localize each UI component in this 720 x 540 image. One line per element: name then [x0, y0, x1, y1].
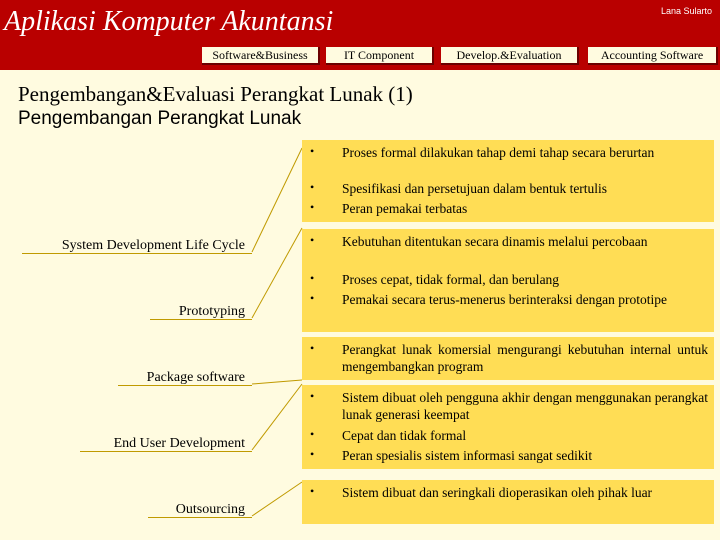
panel-prototyping	[302, 229, 714, 332]
bullet: •	[310, 291, 315, 305]
panel-item: Pemakai secara terus-menerus berinteraksi dengan prototipe	[342, 292, 667, 307]
bullet: •	[310, 341, 315, 355]
connector-line	[252, 384, 302, 450]
panel-item: Proses cepat, tidak formal, dan berulang	[342, 272, 560, 287]
bullet: •	[310, 484, 315, 498]
bullet: •	[310, 233, 315, 247]
panel-item: Cepat dan tidak formal	[342, 428, 467, 443]
panel-item: Peran pemakai terbatas	[342, 201, 468, 216]
panel-package-software	[302, 337, 714, 380]
category-underline	[118, 385, 252, 386]
category-package-software: Package software	[146, 370, 245, 385]
bullet: •	[310, 144, 315, 158]
author-label: Lana Sularto	[660, 6, 712, 16]
panel-item: Spesifikasi dan persetujuan dalam bentuk tertulis	[342, 181, 608, 196]
panel-outsourcing	[302, 480, 714, 524]
category-end-user-development: End User Development	[113, 436, 245, 451]
header-bar	[0, 0, 720, 70]
panel-item: Peran spesialis sistem informasi sangat sedikit	[342, 448, 593, 463]
tab-accounting-software[interactable]: Accounting Software	[588, 47, 718, 65]
tab-it-component[interactable]: IT Component	[326, 47, 434, 65]
category-sdlc: System Development Life Cycle	[61, 238, 245, 253]
category-prototyping: Prototyping	[178, 304, 245, 319]
page-title: Pengembangan&Evaluasi Perangkat Lunak (1)	[18, 82, 413, 106]
connector-line	[252, 228, 302, 318]
bullet: •	[310, 271, 315, 285]
app-title: Aplikasi Komputer Akuntansi	[4, 6, 334, 37]
category-outsourcing: Outsourcing	[175, 502, 245, 517]
category-underline	[150, 319, 252, 320]
connector-line	[252, 148, 302, 252]
category-underline	[80, 451, 252, 452]
panel-item: Perangkat lunak komersial mengurangi kebutuhan internal untuk mengembangkan program	[342, 342, 708, 374]
panel-sdlc	[302, 140, 714, 222]
panel-item: Proses formal dilakukan tahap demi tahap secara berurtan	[342, 145, 655, 160]
tab-software-business[interactable]: Software&Business	[202, 47, 320, 65]
category-underline	[148, 517, 252, 518]
panel-end-user-development	[302, 385, 714, 469]
panel-item: Sistem dibuat oleh pengguna akhir dengan menggunakan perangkat lunak generasi keempat	[342, 390, 708, 422]
panel-item: Sistem dibuat dan seringkali dioperasikan oleh pihak luar	[342, 485, 653, 500]
panel-item: Kebutuhan ditentukan secara dinamis melalui percobaan	[342, 234, 648, 249]
bullet: •	[310, 389, 315, 403]
section-subtitle: Pengembangan Perangkat Lunak	[18, 108, 302, 129]
bullet: •	[310, 200, 315, 214]
bullet: •	[310, 180, 315, 194]
bullet: •	[310, 447, 315, 461]
tab-develop-evaluation[interactable]: Develop.&Evaluation	[441, 47, 579, 65]
connector-line	[252, 380, 302, 384]
category-underline	[22, 253, 252, 254]
bullet: •	[310, 427, 315, 441]
connector-line	[252, 482, 302, 516]
